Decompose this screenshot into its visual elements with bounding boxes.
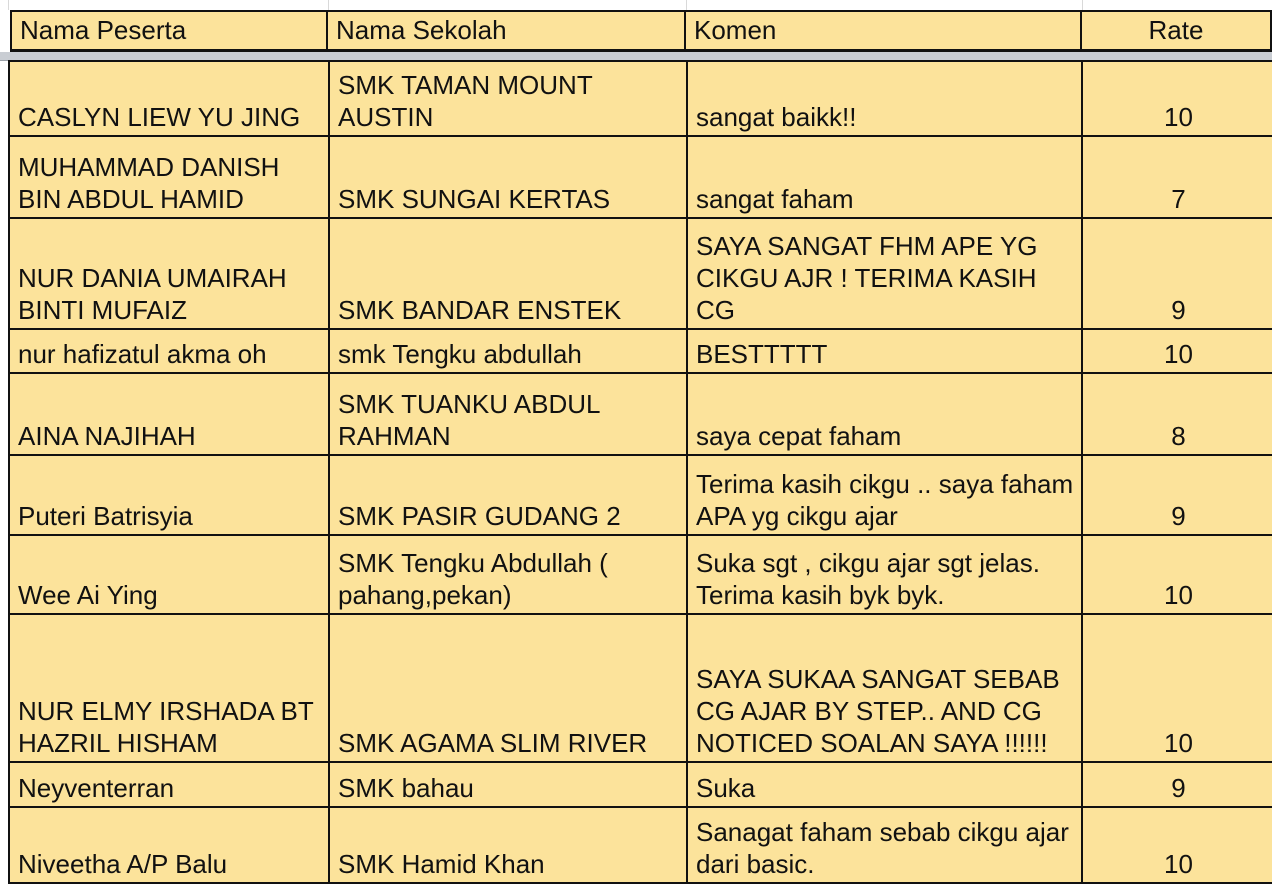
cell-komen[interactable]: Sanagat faham sebab cikgu ajar dari basic. bbox=[687, 807, 1082, 883]
table-row bbox=[9, 762, 1275, 807]
cell-komen[interactable]: SAYA SUKAA SANGAT SEBAB CG AJAR BY STEP.. AND CG NOTICED SOALAN SAYA !!!!!! bbox=[687, 614, 1082, 762]
header-cell-rate[interactable]: Rate bbox=[1082, 12, 1272, 49]
table-row bbox=[9, 373, 1275, 455]
cell-nama-peserta[interactable]: Neyventerran bbox=[9, 762, 329, 807]
cell-nama-sekolah[interactable]: SMK bahau bbox=[329, 762, 687, 807]
cell-rate[interactable]: 8 bbox=[1082, 373, 1275, 455]
cell-rate[interactable]: 10 bbox=[1082, 61, 1275, 136]
cell-nama-peserta[interactable]: nur hafizatul akma oh bbox=[9, 329, 329, 373]
cell-nama-sekolah[interactable]: SMK TAMAN MOUNT AUSTIN bbox=[329, 61, 687, 136]
table-row bbox=[9, 807, 1275, 883]
right-margin bbox=[1272, 0, 1280, 889]
cell-nama-peserta[interactable]: NUR DANIA UMAIRAH BINTI MUFAIZ bbox=[9, 218, 329, 329]
table-row bbox=[9, 218, 1275, 329]
cell-nama-sekolah[interactable]: SMK Hamid Khan bbox=[329, 807, 687, 883]
table-row bbox=[9, 614, 1275, 762]
cell-rate[interactable]: 7 bbox=[1082, 136, 1275, 218]
table-row bbox=[9, 535, 1275, 614]
header-cell-komen[interactable]: Komen bbox=[686, 12, 1082, 49]
cell-komen[interactable]: SAYA SANGAT FHM APE YG CIKGU AJR ! TERIMA KASIH CG bbox=[687, 218, 1082, 329]
cell-komen[interactable]: saya cepat faham bbox=[687, 373, 1082, 455]
header-cell-nama-sekolah[interactable]: Nama Sekolah bbox=[328, 12, 686, 49]
cell-nama-peserta[interactable]: CASLYN LIEW YU JING bbox=[9, 61, 329, 136]
cell-nama-peserta[interactable]: Puteri Batrisyia bbox=[9, 455, 329, 535]
cell-komen[interactable]: Suka bbox=[687, 762, 1082, 807]
column-gridline-strip bbox=[0, 0, 1280, 10]
cell-nama-peserta[interactable]: AINA NAJIHAH bbox=[9, 373, 329, 455]
cell-nama-peserta[interactable]: NUR ELMY IRSHADA BT HAZRIL HISHAM bbox=[9, 614, 329, 762]
table-row bbox=[9, 329, 1275, 373]
cell-rate[interactable]: 10 bbox=[1082, 329, 1275, 373]
cell-rate[interactable]: 10 bbox=[1082, 614, 1275, 762]
cell-komen[interactable]: BESTTTTT bbox=[687, 329, 1082, 373]
cell-rate[interactable]: 9 bbox=[1082, 455, 1275, 535]
cell-komen[interactable]: Suka sgt , cikgu ajar sgt jelas. Terima kasih byk byk. bbox=[687, 535, 1082, 614]
cell-nama-sekolah[interactable]: SMK BANDAR ENSTEK bbox=[329, 218, 687, 329]
cell-rate[interactable]: 10 bbox=[1082, 807, 1275, 883]
frozen-header-row bbox=[10, 10, 1272, 52]
cell-komen[interactable]: sangat baikk!! bbox=[687, 61, 1082, 136]
cell-nama-sekolah[interactable]: SMK SUNGAI KERTAS bbox=[329, 136, 687, 218]
cell-nama-sekolah[interactable]: SMK TUANKU ABDUL RAHMAN bbox=[329, 373, 687, 455]
cell-rate[interactable]: 9 bbox=[1082, 762, 1275, 807]
cell-nama-sekolah[interactable]: SMK Tengku Abdullah ( pahang,pekan) bbox=[329, 535, 687, 614]
cell-komen[interactable]: Terima kasih cikgu .. saya faham APA yg cikgu ajar bbox=[687, 455, 1082, 535]
cell-nama-peserta[interactable]: MUHAMMAD DANISH BIN ABDUL HAMID bbox=[9, 136, 329, 218]
table-row bbox=[9, 136, 1275, 218]
cell-rate[interactable]: 9 bbox=[1082, 218, 1275, 329]
header-cell-nama-peserta[interactable]: Nama Peserta bbox=[10, 12, 328, 49]
cell-nama-sekolah[interactable]: SMK PASIR GUDANG 2 bbox=[329, 455, 687, 535]
cell-nama-peserta[interactable]: Niveetha A/P Balu bbox=[9, 807, 329, 883]
cell-komen[interactable]: sangat faham bbox=[687, 136, 1082, 218]
table-row bbox=[9, 61, 1275, 136]
cell-rate[interactable]: 10 bbox=[1082, 535, 1275, 614]
cell-nama-sekolah[interactable]: SMK AGAMA SLIM RIVER bbox=[329, 614, 687, 762]
table-row bbox=[9, 455, 1275, 535]
data-table bbox=[8, 60, 1276, 884]
cell-nama-peserta[interactable]: Wee Ai Ying bbox=[9, 535, 329, 614]
cell-nama-sekolah[interactable]: smk Tengku abdullah bbox=[329, 329, 687, 373]
